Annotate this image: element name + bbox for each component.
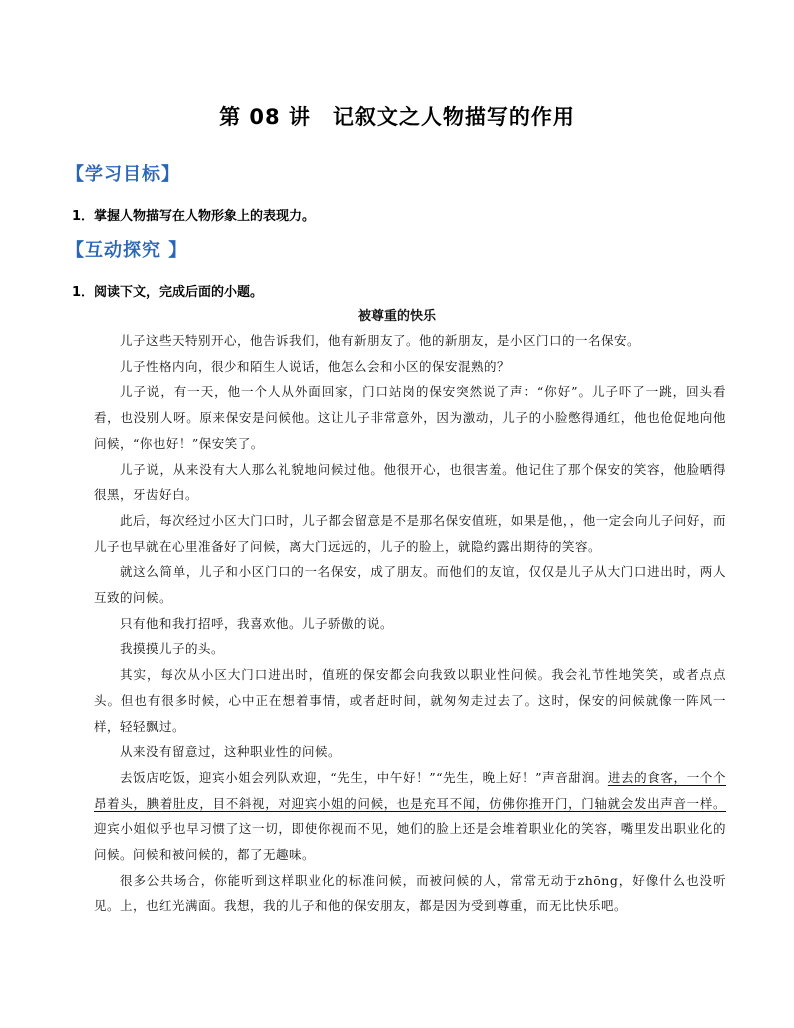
underlined-sentence: 进去的食客，一个个昂着头，腆着肚皮，目不斜视，对迎宾小姐的问候，也是充耳不闻，仿佛你推开门，门轴就会发出声音一样。: [94, 769, 726, 811]
story-paragraph: 儿子说，有一天，他一个人从外面回家，门口站岗的保安突然说了声：“你好”。儿子吓了一跳，回头看看，也没别人呀。原来保安是问候他。这让儿子非常意外，因为激动，儿子的小脸憋得通红，他也伧促地向他问候，“你也好！”保安笑了。: [94, 384, 726, 451]
story-paragraph-restaurant: [94, 765, 726, 868]
restaurant-text: 去饭店吃饭，迎宾小姐会列队欢迎，“先生，中午好！”“先生，晚上好！”声音甜润。: [120, 769, 608, 785]
story-paragraph: 儿子说，从来没有大人那么礼貌地问候过他。他很开心，也很害羞。他记住了那个保安的笑容，他脸晒得很黑，牙齿好白。: [94, 461, 726, 503]
story-paragraph: 我摸摸儿子的头。: [120, 641, 225, 657]
story-paragraph: 儿子性格内向，很少和陌生人说话，他怎么会和小区的保安混熟的？: [120, 358, 511, 374]
lesson-title: 第 08 讲 记叙文之人物描写的作用: [219, 105, 575, 129]
learning-goal-heading: 【学习目标】: [66, 164, 180, 185]
story-body: [94, 328, 726, 919]
story-paragraph: 很多公共场合，你能听到这样职业化的标准问候，而被问候的人，常常无动于zhōng，好像什么也没听见。上，也红光满面。我想，我的儿子和他的保安朋友，都是因为受到尊重，而无比快乐吧。: [94, 872, 726, 914]
story-paragraph: 只有他和我打招呼，我喜欢他。儿子骄傲的说。: [120, 615, 394, 631]
restaurant-text-rest: 迎宾小姐似乎也早习惯了这一切，即使你视而不见，她们的脸上还是会堆着职业化的笑容，嘴里发出职业化的问候。问候和被问候的，都了无趣味。: [94, 821, 726, 863]
story-paragraph: 此后，每次经过小区大门口时，儿子都会留意是不是那名保安值班，如果是他，，他一定会向儿子问好，而儿子也早就在心里准备好了问候，离大门远远的，儿子的脸上，就隐约露出期待的笑容。: [94, 512, 726, 554]
story-title: 被尊重的快乐: [357, 309, 436, 324]
story-paragraph: 从来没有留意过，这种职业性的问候。: [120, 744, 342, 760]
explore-item: 1．阅读下文，完成后面的小题。: [72, 285, 264, 300]
story-paragraph: 其实，每次从小区大门口进出时，值班的保安都会向我致以职业性问候。我会礼节性地笑笑，或者点点头。但也有很多时候，心中正在想着事情，或者赶时间，就匆匆走过去了。这时，保安的问候就像一阵风一样，轻轻飘过。: [94, 667, 726, 734]
story-paragraph: 就这么简单，儿子和小区门口的一名保安，成了朋友。而他们的友谊，仅仅是儿子从大门口进出时，两人互致的问候。: [94, 564, 726, 606]
interactive-explore-heading: 【互动探究 】: [66, 240, 188, 261]
story-paragraph: 儿子这些天特别开心，他告诉我们，他有新朋友了。他的新朋友，是小区门口的一名保安。: [120, 333, 641, 348]
learning-goal-item: 1．掌握人物描写在人物形象上的表现力。: [72, 209, 316, 224]
